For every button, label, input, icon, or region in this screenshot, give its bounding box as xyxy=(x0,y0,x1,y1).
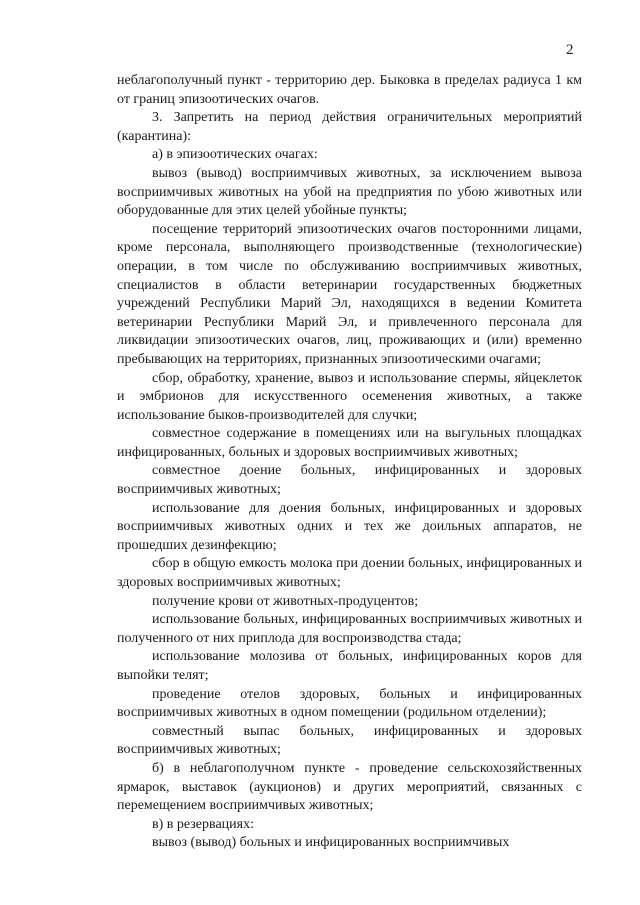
page-number: 2 xyxy=(566,42,574,58)
paragraph: вывоз (вывод) восприимчивых животных, за исключением вывоза восприимчивых животных на убой на предприятия по убою животных или оборудованные для этих целей убойные пункты; xyxy=(117,165,582,219)
paragraph: использование молозива от больных, инфицированных коров для выпойки телят; xyxy=(117,649,582,683)
paragraph: совместное содержание в помещениях или на выгульных площадках инфицированных, больных и здоровых восприимчивых животных; xyxy=(117,426,582,460)
paragraph: посещение территорий эпизоотических очагов посторонними лицами, кроме персонала, выполняющего производственные (технологические) операции, в том числе по обслуживанию восприимчивых животных, специалистов в области ветеринарии государственных бюджетных учреждений Республики Марий Эл, находящихся в ведении Комитета ветеринарии Республики Марий Эл, и привлеченного персонала для ликвидации эпизоотических очагов, лиц, проживающих и (или) временно пребывающих на территориях, признанных эпизоотическими очагами; xyxy=(117,221,582,367)
paragraph: получение крови от животных-продуцентов; xyxy=(152,593,419,609)
paragraph: 3. Запретить на период действия ограничительных мероприятий (карантина): xyxy=(117,110,582,144)
paragraph: сбор в общую емкость молока при доении больных, инфицированных и здоровых восприимчивых животных; xyxy=(117,556,582,591)
paragraph: б) в неблагополучном пункте - проведение сельскохозяйственных ярмарок, выставок (аукционов) и других мероприятий, связанных с перемещением восприимчивых животных; xyxy=(117,760,582,814)
document-body xyxy=(117,72,582,853)
paragraph: неблагополучный пункт - территорию дер. Быковка в пределах радиуса 1 км от границ эпизоотических очагов. xyxy=(117,73,582,107)
paragraph: совместный выпас больных, инфицированных и здоровых восприимчивых животных; xyxy=(117,723,582,758)
paragraph: проведение отелов здоровых, больных и инфицированных восприимчивых животных в одном помещении (родильном отделении); xyxy=(117,686,582,721)
paragraph: использование больных, инфицированных восприимчивых животных и полученного от них приплода для воспроизводства стада; xyxy=(117,612,582,646)
paragraph: сбор, обработку, хранение, вывоз и использование спермы, яйцеклеток и эмбрионов для искусственного осеменения животных, а также использование быков-производителей для случки; xyxy=(117,370,582,423)
paragraph: а) в эпизоотических очагах: xyxy=(152,147,318,163)
paragraph: использование для доения больных, инфицированных и здоровых восприимчивых животных одних и тех же доильных аппаратов, не прошедших дезинфекцию; xyxy=(117,500,582,553)
paragraph: в) в резервациях: xyxy=(152,816,254,832)
paragraph: вывоз (вывод) больных и инфицированных восприимчивых xyxy=(152,835,510,851)
paragraph: совместное доение больных, инфицированных и здоровых восприимчивых животных; xyxy=(117,463,582,498)
